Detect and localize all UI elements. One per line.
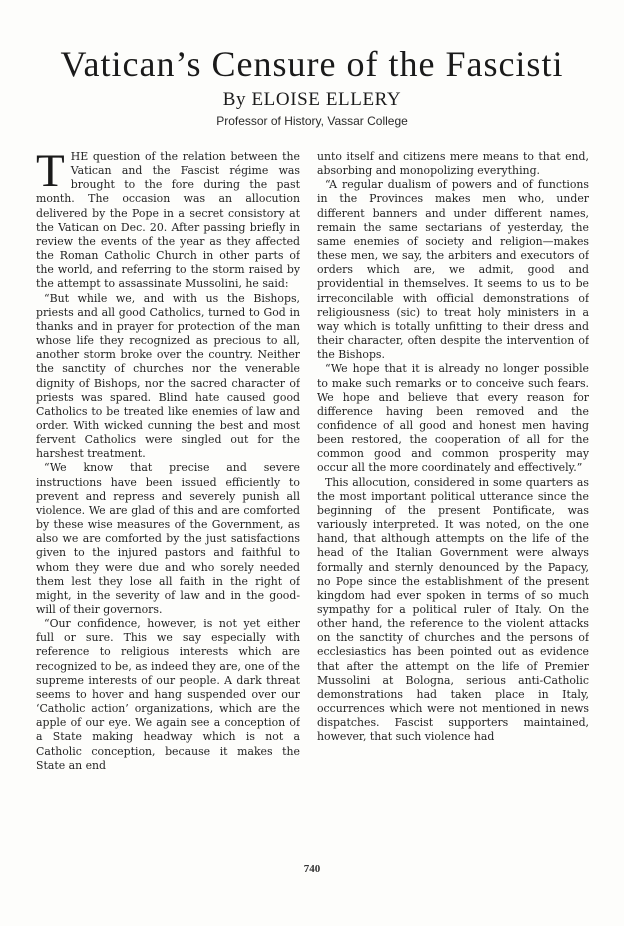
author-affiliation: Professor of History, Vassar College: [216, 114, 408, 128]
paragraph: “Our confidence, however, is not yet either full or sure. This we say especially with reference to religious interests which are recognized to be, as indeed they are, one of the supreme interests of our people. A dark threat seems to hover and hang suspended over our ‘Catholic action’ organizations, which are the apple of our eye. We again see a conception of a State making headway which is not a Catholic conception, because it makes the State an end: [36, 617, 300, 772]
paragraph: unto itself and citizens mere means to that end, absorbing and monopolizing everything.: [317, 150, 589, 178]
paragraph-text: HE question of the relation between the Vatican and the Fascist régime was brought to the fore during the past month. The occasion was an allocution delivered by the Pope in a secret consistory at the Vatican on Dec. 20. After passing briefly in review the events of the year as they affected the Roman Catholic Church in other parts of the world, and referring to the storm raised by the attempt to assassinate Mussolini, he said:: [36, 150, 300, 291]
paragraph: This allocution, considered in some quarters as the most important political utterance since the beginning of the present Pontificate, was variously interpreted. It was noted, on the one hand, that although attempts on the life of the head of the Italian Government were always formally and sternly denounced by the Papacy, no Pope since the establishment of the present kingdom had ever spoken in terms of so much sympathy for a political ruler of Italy. On the other hand, the reference to the violent attacks on the sanctity of churches and the persons of ecclesiastics has been pointed out as evidence that after the attempt on the life of Premier Mussolini at Bologna, serious anti-Catholic demonstrations had taken place in Italy, occurrences which were not mentioned in news dispatches. Fascist supporters maintained, however, that such violence had: [317, 475, 589, 744]
article-title: Vatican’s Censure of the Fascisti: [60, 44, 564, 84]
paragraph: “A regular dualism of powers and of functions in the Provinces makes men who, under different banners and under different names, remain the same sectarians of yesterday, the same enemies of society and religion—makes these men, we say, the arbiters and executors of orders which are, we admit, good and providential in themselves. It seems to us to be irreconcilable with official demonstrations of religiousness (sic) to treat holy ministers in a way which is totally unfitting to their dress and their character, often despite the intervention of the Bishops.: [317, 178, 589, 362]
author-byline: By ELOISE ELLERY: [222, 89, 402, 110]
page-number: 740: [303, 863, 321, 875]
paragraph: “We know that precise and severe instructions have been issued efficiently to prevent and repress and severely punish all violence. We are glad of this and are comforted by these wise measures of the Government, as also we are comforted by the just satisfactions given to the injured pastors and faithful to whom they were due and who sorely needed them lest they lose all faith in the right of might, in the severity of law and in the good-will of their governors.: [36, 461, 300, 616]
paragraph: [36, 150, 300, 292]
paragraph: “But while we, and with us the Bishops, priests and all good Catholics, turned to God in thanks and in prayer for protection of the man whose life they recognized as precious to all, another storm broke over the country. Neither the sanctity of churches nor the venerable dignity of Bishops, nor the sacred character of priests was spared. Blind hate caused good Catholics to be treated like enemies of law and order. With wicked cunning the best and most fervent Catholics were singled out for the harshest treatment.: [36, 291, 300, 461]
left-column: [36, 150, 300, 860]
drop-cap: T: [36, 150, 65, 197]
paragraph: “We hope that it is already no longer possible to make such remarks or to conceive such fears. We hope and believe that every reason for difference having been removed and the confidence of all good and honest men having been restored, the cooperation of all for the common good and common prosperity may occur all the more coordinately and effectively.”: [317, 362, 589, 475]
right-column: [317, 150, 589, 860]
